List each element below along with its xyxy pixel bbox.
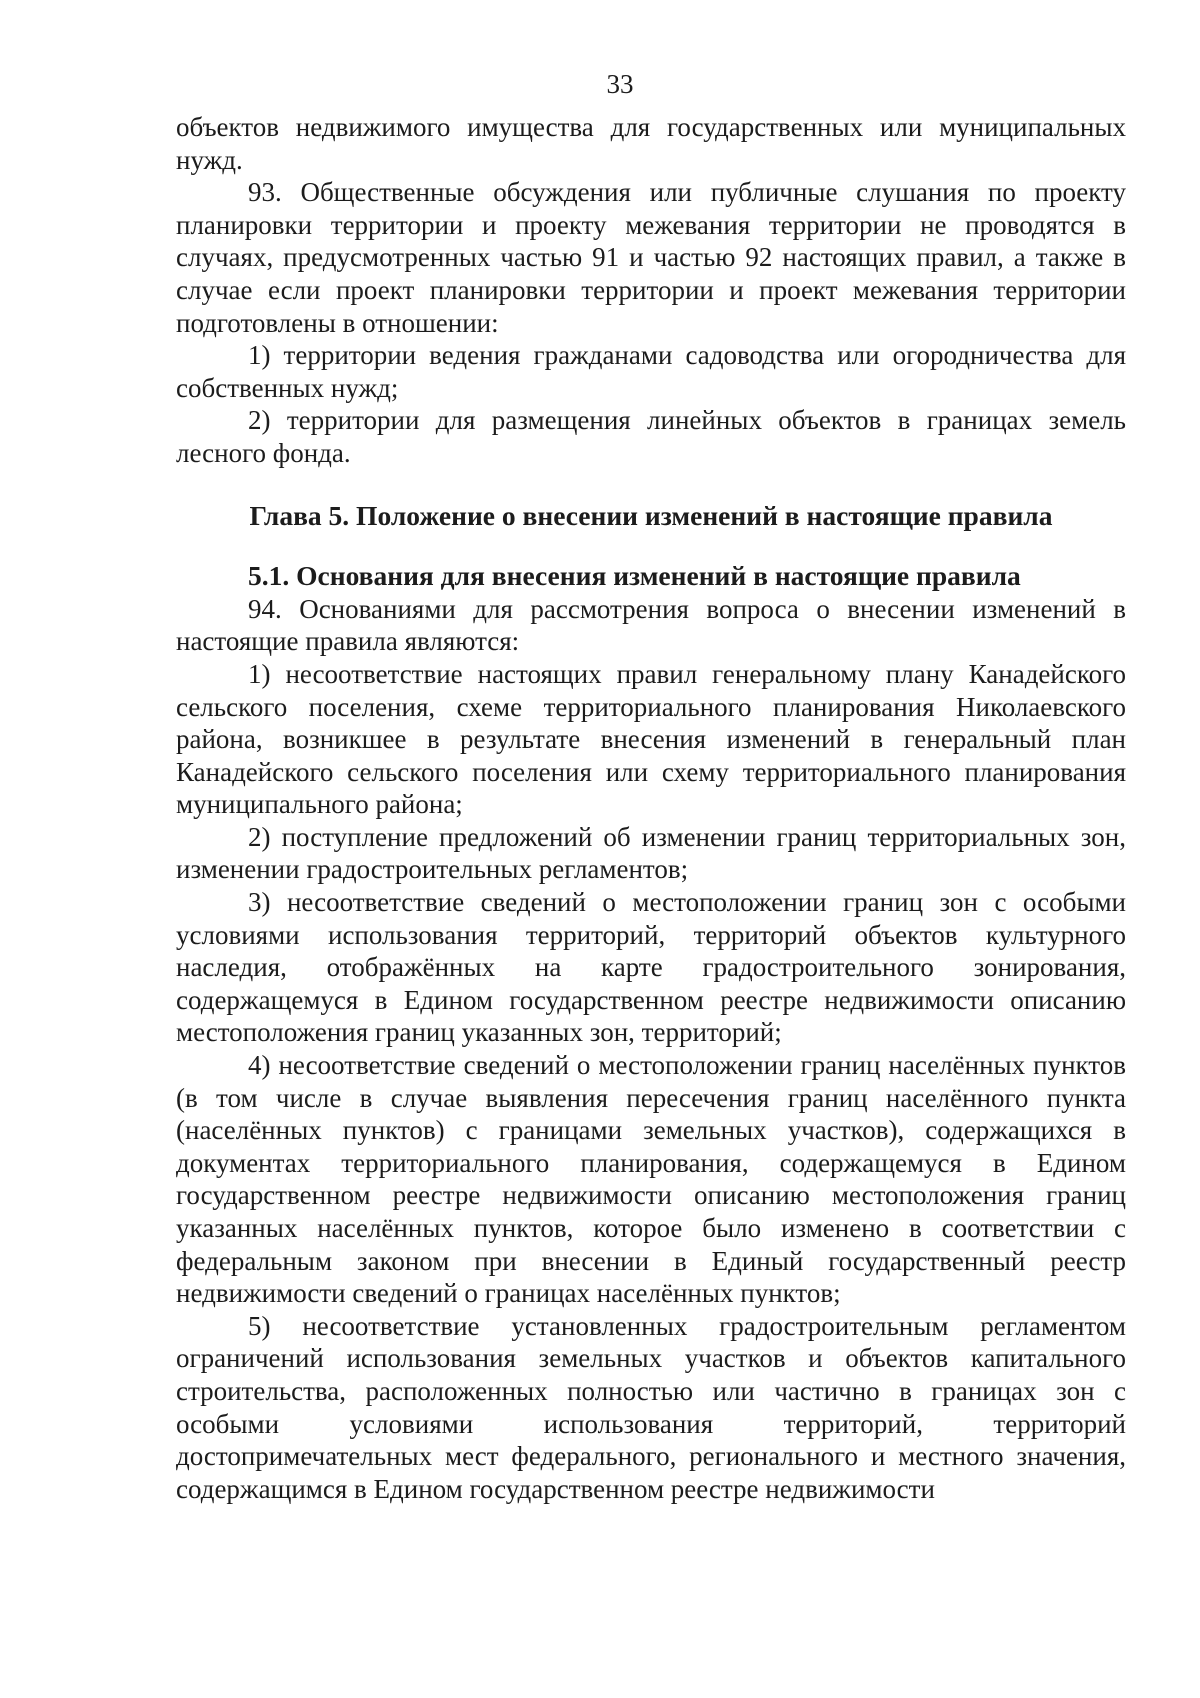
list-item-93-2: 2) территории для размещения линейных объектов в границах земель лесного фонда. [176, 405, 1126, 468]
chapter-title: Глава 5. Положение о внесении изменений в настоящие правила [249, 499, 1053, 531]
list-item-94-4: 4) несоответствие сведений о местоположении границ населённых пунктов (в том числе в случае выявления пересечения границ населённого пункта (населённых пунктов) с границами земельных участков), содержащихся в документах территориального планирования, содержащемуся в Едином государственном реестре недвижимости описанию местоположения границ указанных населённых пунктов, которое было изменено в соответствии с федеральным законом при внесении в Единый государственный реестр недвижимости сведений о границах населённых пунктов; [176, 1050, 1126, 1309]
document-body [176, 111, 1126, 1505]
paragraph: объектов недвижимого имущества для государственных или муниципальных нужд. [176, 112, 1126, 175]
page-number: 33 [606, 69, 634, 99]
list-item-93-1: 1) территории ведения гражданами садоводства или огородничества для собственных нужд; [176, 340, 1126, 403]
paragraph-94: 94. Основаниями для рассмотрения вопроса о внесении изменений в настоящие правила являются: [176, 593, 1126, 657]
paragraph-93: 93. Общественные обсуждения или публичные слушания по проекту планировки территории и проекту межевания территории не проводятся в случаях, предусмотренных частью 91 и частью 92 настоящих правил, а также в случае если проект планировки территории и проект межевания территории подготовлены в отношении: [176, 177, 1126, 338]
list-item-94-2: 2) поступление предложений об изменении границ территориальных зон, изменении градостроительных регламентов; [176, 821, 1126, 885]
list-item-94-3: 3) несоответствие сведений о местоположении границ зон с особыми условиями использования территорий, территорий объектов культурного наследия, отображённых на карте градостроительного зонирования, содержащемуся в Едином государственном реестре недвижимости описанию местоположения границ указанных зон, территорий; [176, 887, 1126, 1048]
list-item-94-1: 1) несоответствие настоящих правил генеральному плану Канадейского сельского поселения, схеме территориального планирования Николаевского района, возникшее в результате внесения изменений в генеральный план Канадейского сельского поселения или схему территориального планирования муниципального района; [176, 658, 1126, 820]
list-item-94-5: 5) несоответствие установленных градостроительным регламентом ограничений использования земельных участков и объектов капитального строительства, расположенных полностью или частично в границах зон с особыми условиями использования территорий, территорий достопримечательных мест федерального, регионального и местного значения, содержащимся в Едином государственном реестре недвижимости [176, 1310, 1126, 1504]
section-title: 5.1. Основания для внесения изменений в настоящие правила [248, 560, 1021, 592]
